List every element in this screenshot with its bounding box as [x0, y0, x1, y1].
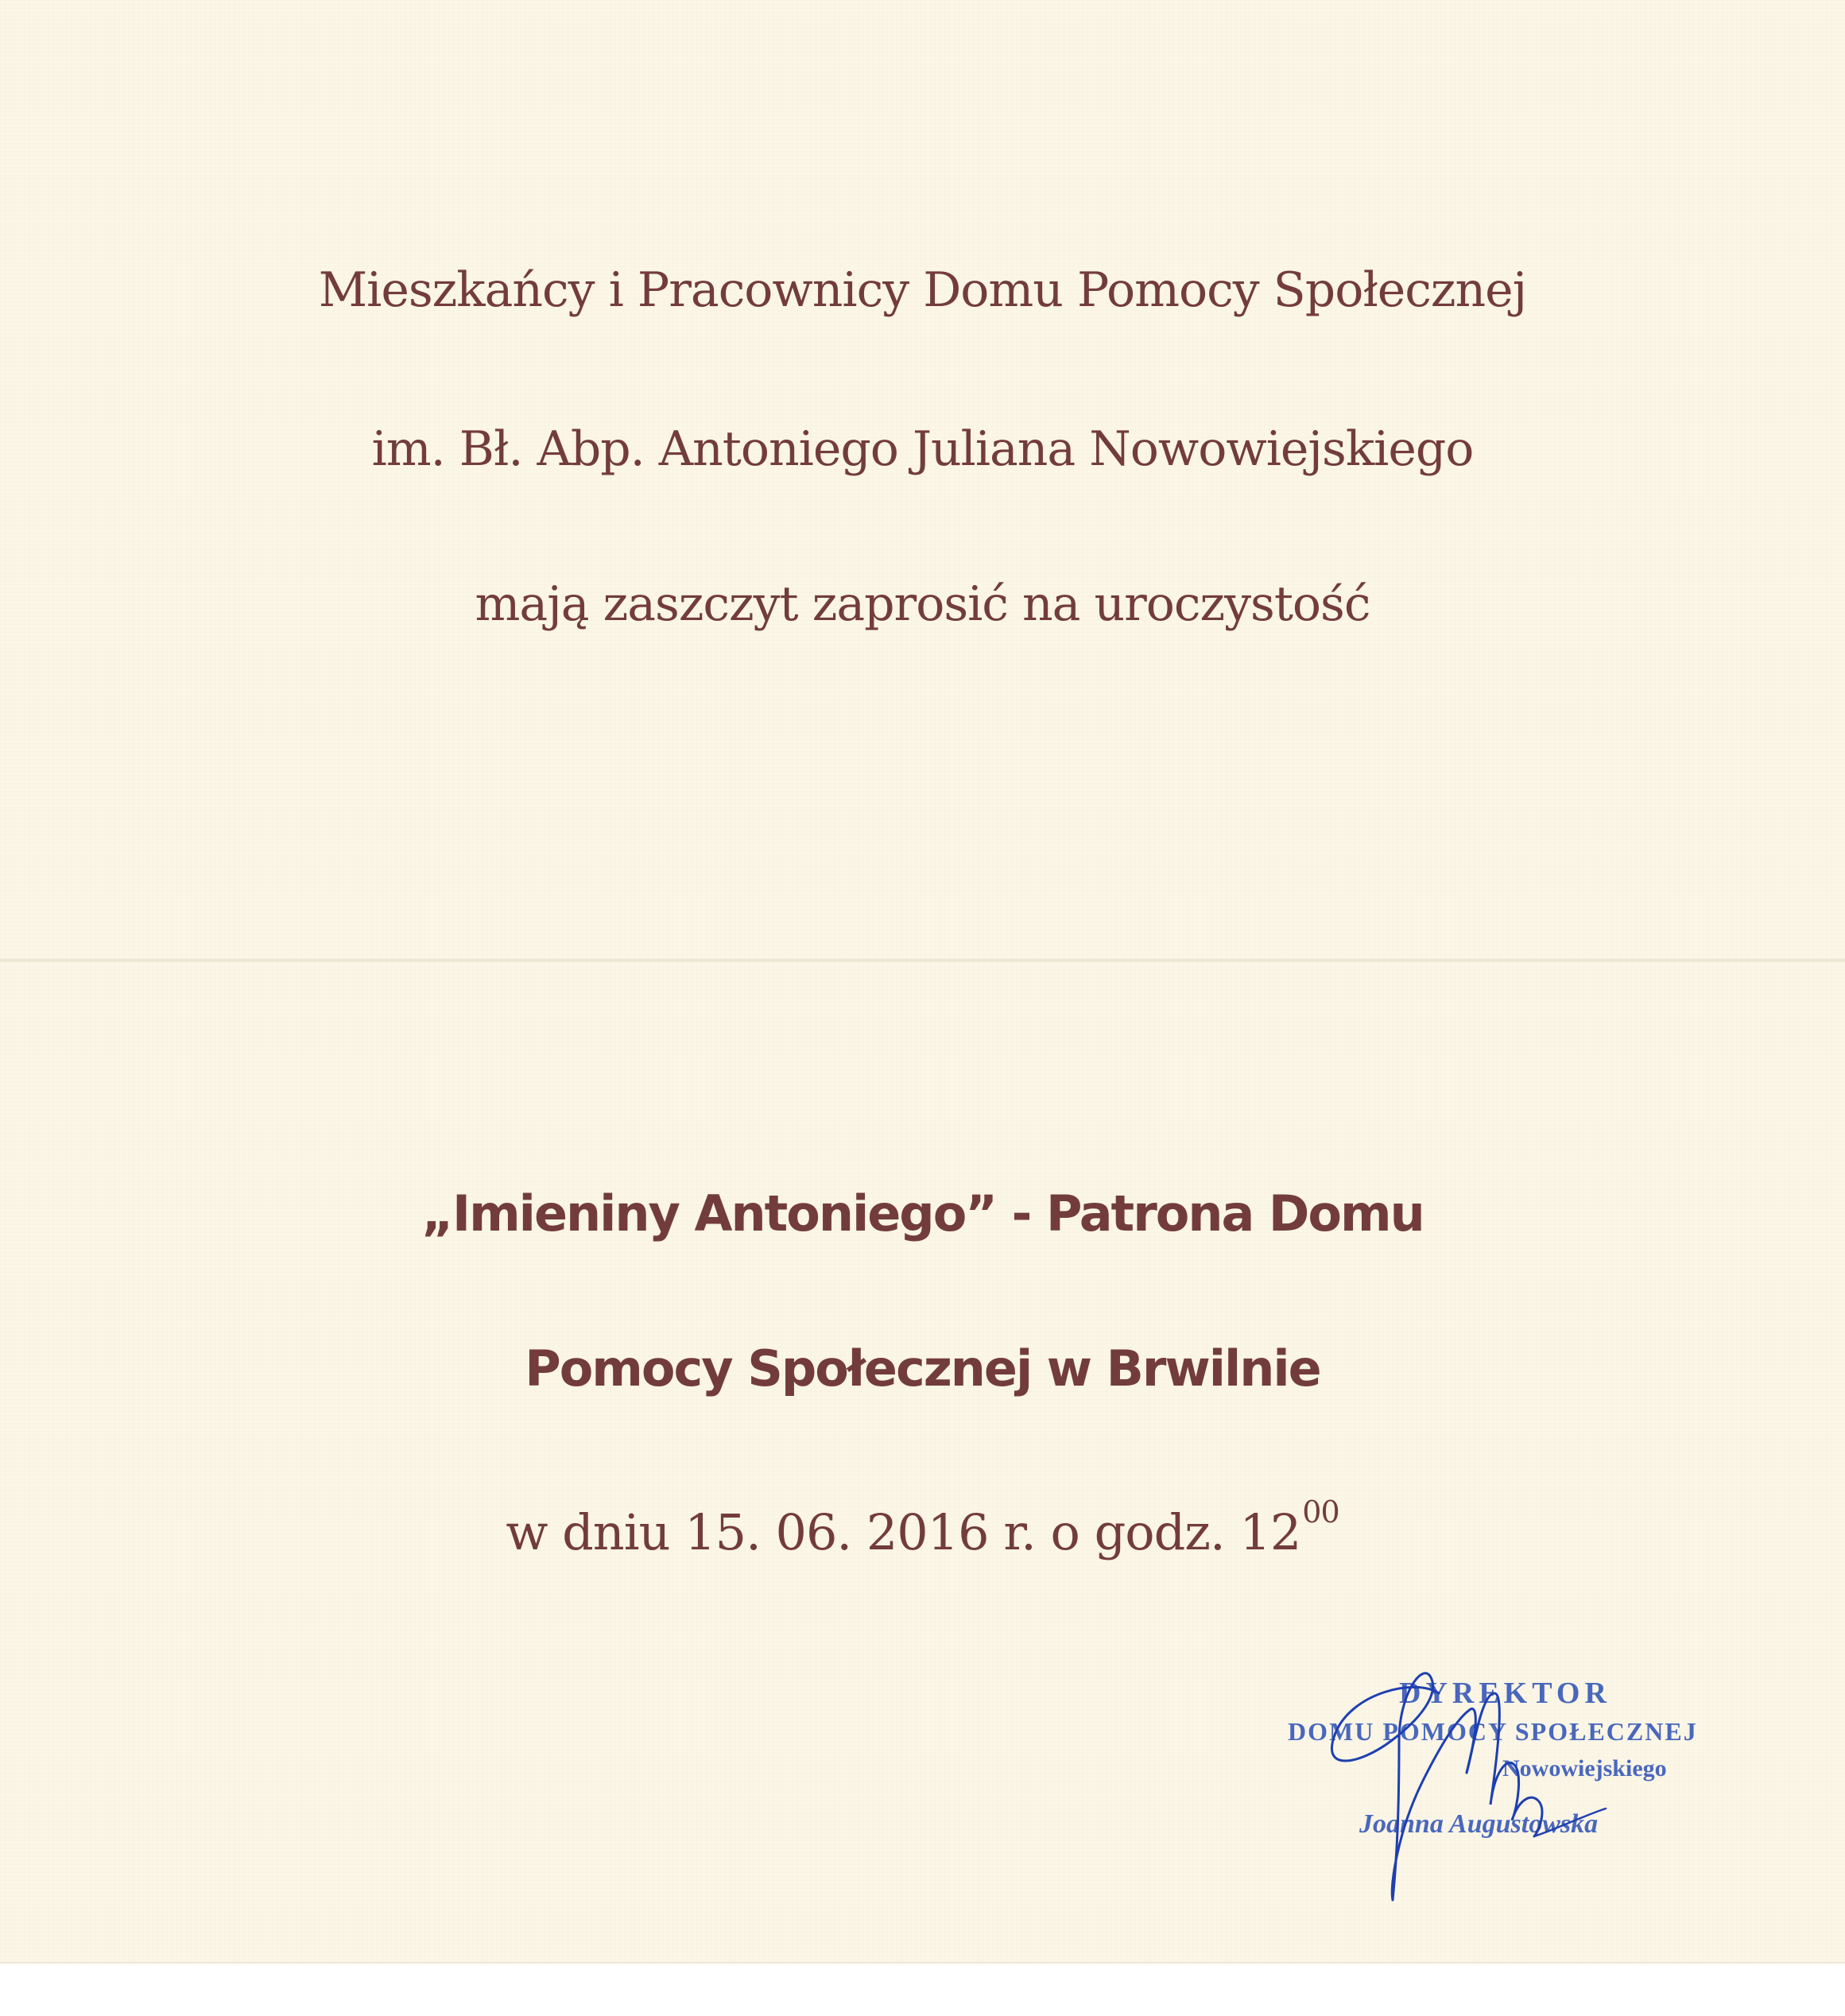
- event-title-line1: „Imieniny Antoniego” - Patrona Domu: [421, 1184, 1424, 1243]
- event-time-minutes: 00: [1302, 1495, 1339, 1529]
- stamp-director-name: Joanna Augustowska: [1359, 1809, 1599, 1839]
- stamp-patron: Nowowiejskiego: [1502, 1755, 1667, 1781]
- patron-line: im. Bł. Abp. Antoniego Juliana Nowowiejskiego: [371, 421, 1474, 477]
- event-date: [0, 1495, 1845, 1561]
- fold-line: [0, 958, 1845, 963]
- stamp-title: DYREKTOR: [1399, 1677, 1611, 1710]
- inviter-line: Mieszkańcy i Pracownicy Domu Pomocy Społecznej: [318, 262, 1527, 318]
- scan-bottom-margin: [0, 1962, 1845, 2016]
- invitation-phrase: mają zaszczyt zaprosić na uroczystość: [475, 576, 1370, 632]
- handwritten-signature: [1304, 1646, 1685, 1916]
- event-date-text: w dniu 15. 06. 2016 r. o godz. 12: [506, 1503, 1301, 1561]
- event-title-line2: Pomocy Społecznej w Brwilnie: [525, 1339, 1320, 1398]
- stamp-institution: DOMU POMOCY SPOŁECZNEJ: [1288, 1717, 1698, 1746]
